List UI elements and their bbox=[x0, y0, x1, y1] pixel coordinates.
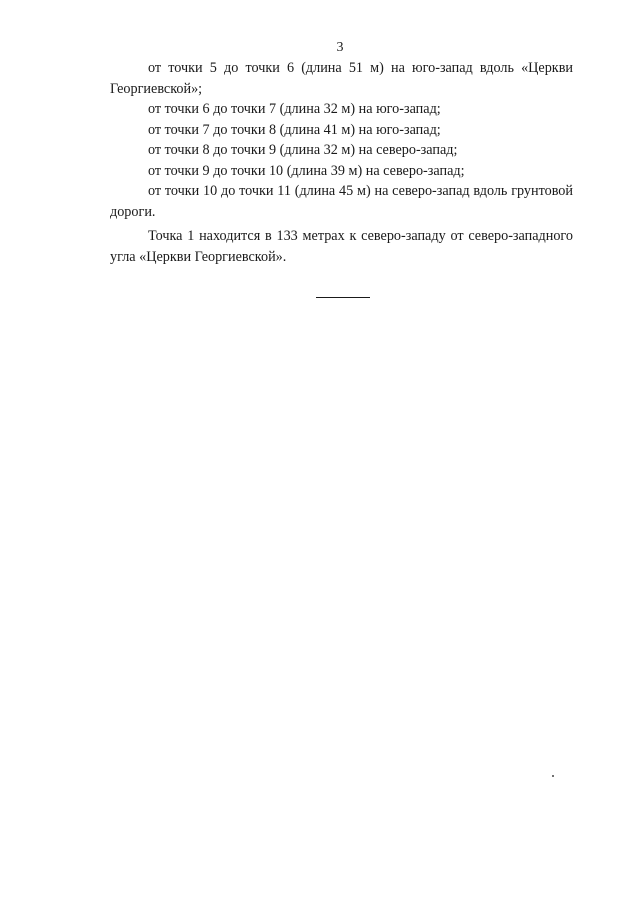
paragraph-segment-6-7: от точки 6 до точки 7 (длина 32 м) на юго-запад; bbox=[148, 101, 441, 117]
paragraph-segment-5-6: от точки 5 до точки 6 (длина 51 м) на юго-запад вдоль «Церкви Георгиевской»; bbox=[110, 60, 573, 97]
paragraph-segment-8-9: от точки 8 до точки 9 (длина 32 м) на северо-запад; bbox=[148, 142, 458, 158]
paragraph-segment-9-10: от точки 9 до точки 10 (длина 39 м) на северо-запад; bbox=[148, 162, 465, 179]
page-number: 3 bbox=[336, 40, 344, 55]
scan-speck bbox=[552, 775, 554, 777]
end-separator-line bbox=[316, 297, 370, 298]
paragraph-point-1-location: Точка 1 находится в 133 метрах к северо-западу от северо-западного угла «Церкви Георгиевской». bbox=[110, 228, 573, 265]
document-body bbox=[110, 58, 573, 267]
paragraph-segment-7-8: от точки 7 до точки 8 (длина 41 м) на юго-запад; bbox=[148, 121, 441, 138]
paragraph-segment-10-11: от точки 10 до точки 11 (длина 45 м) на северо-запад вдоль грунтовой дороги. bbox=[110, 183, 573, 220]
